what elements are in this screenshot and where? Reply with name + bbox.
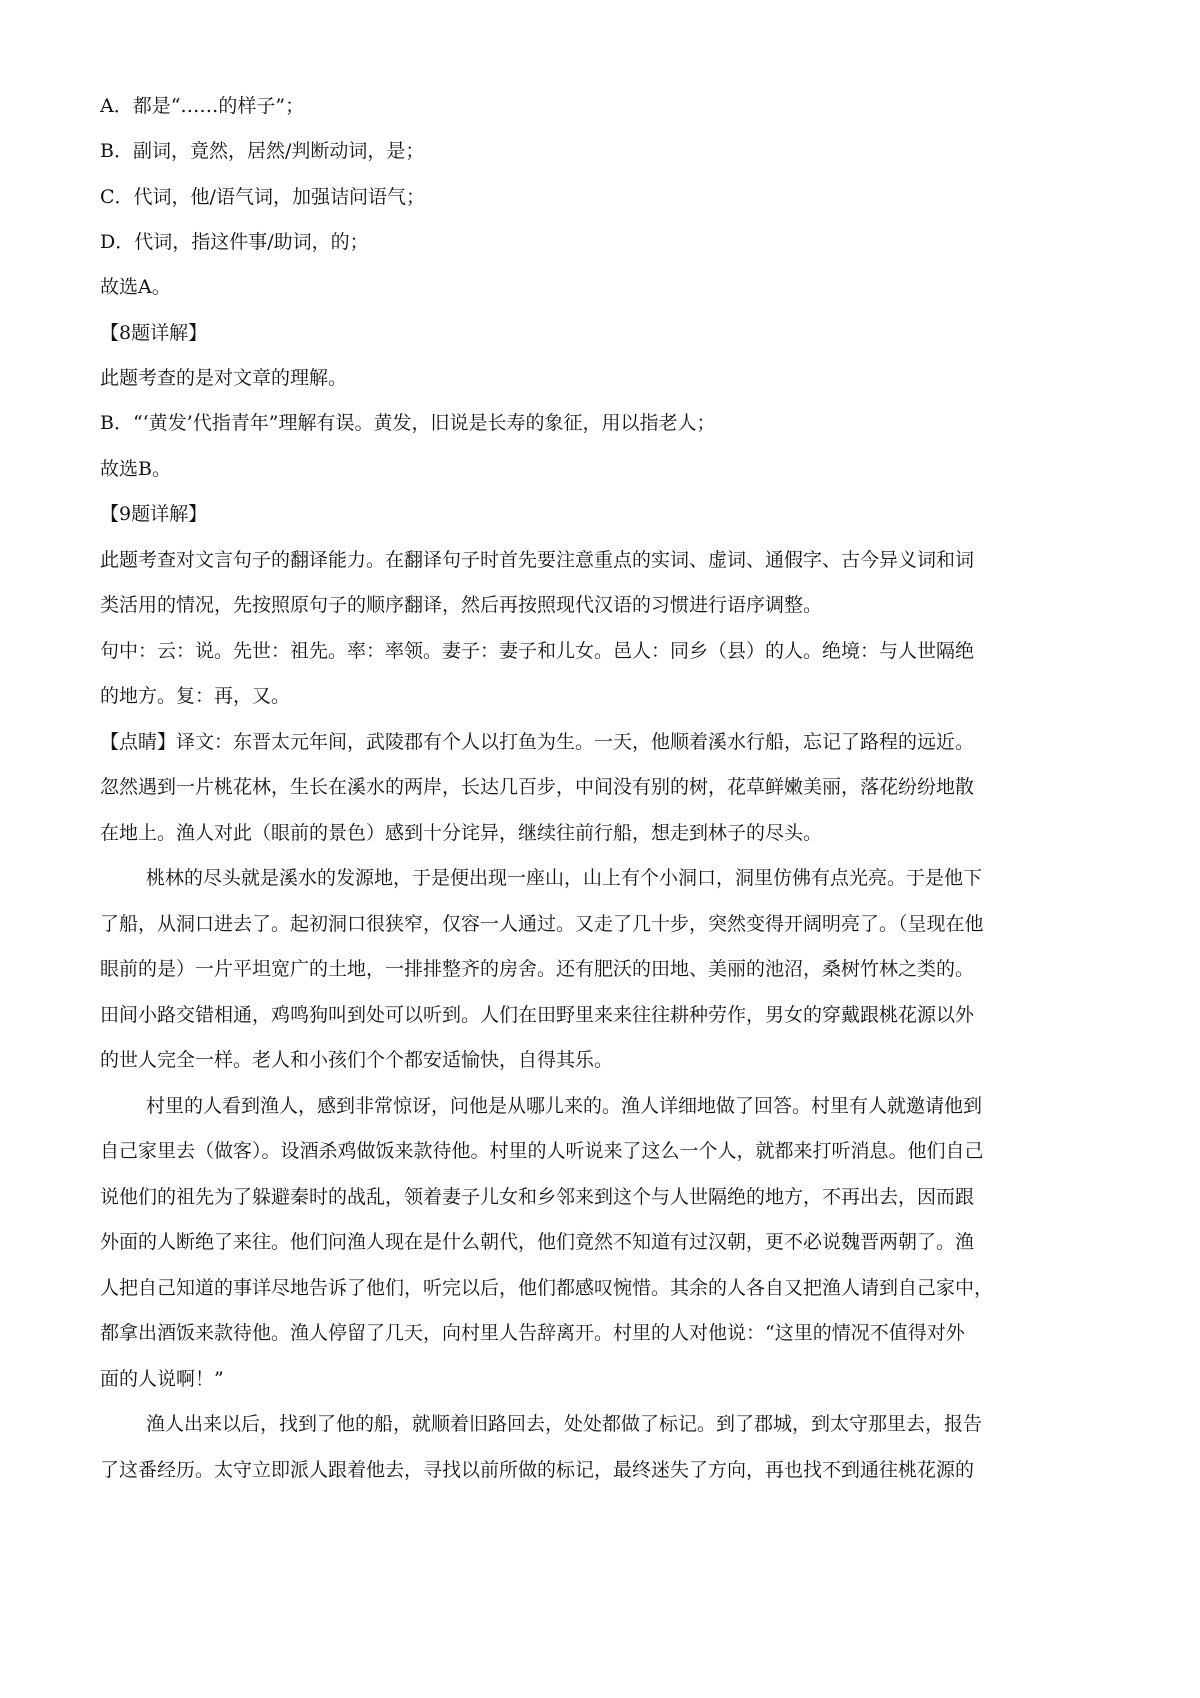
paragraph-line: 的地方。复：再，又。 xyxy=(100,685,291,707)
option-c-line: C．代词，他/语气词，加强诘问语气； xyxy=(100,186,425,208)
q8-explanation-line: B．“‘黄发’代指青年”理解有误。黄发，旧说是长寿的象征，用以指老人； xyxy=(100,412,716,434)
option-d-line: D．代词，指这件事/助词，的； xyxy=(100,231,369,253)
paragraph-line: 自己家里去（做客）。设酒杀鸡做饭来款待他。村里的人听说来了这么一个人，就都来打听消息。他们自己 xyxy=(100,1140,984,1162)
section-heading-8: 【8题详解】 xyxy=(100,322,208,344)
section-heading-9: 【9题详解】 xyxy=(100,503,208,525)
paragraph-line: 村里的人看到渔人，感到非常惊讶，问他是从哪儿来的。渔人详细地做了回答。村里有人就邀请他到 xyxy=(146,1095,983,1117)
answer-line: 故选B。 xyxy=(100,458,171,480)
option-b-line: B．副词，竟然，居然/判断动词，是； xyxy=(100,140,425,162)
paragraph-line: 的世人完全一样。老人和小孩们个个都安适愉快，自得其乐。 xyxy=(100,1049,614,1071)
paragraph-line: 面的人说啊！” xyxy=(100,1368,224,1390)
paragraph-line: 句中：云：说。先世：祖先。率：率领。妻子：妻子和儿女。邑人：同乡（县）的人。绝境：与人世隔绝 xyxy=(100,640,975,662)
paragraph-line: 类活用的情况，先按照原句子的顺序翻译，然后再按照现代汉语的习惯进行语序调整。 xyxy=(100,594,823,616)
paragraph-line: 田间小路交错相通，鸡鸣狗叫到处可以听到。人们在田野里来来往往耕种劳作，男女的穿戴跟桃花源以外 xyxy=(100,1004,975,1026)
option-a-line: A．都是“……的样子”； xyxy=(100,95,305,117)
paragraph-line: 渔人出来以后，找到了他的船，就顺着旧路回去，处处都做了标记。到了郡城，到太守那里去，报告 xyxy=(146,1413,983,1435)
paragraph-line: 外面的人断绝了来往。他们问渔人现在是什么朝代，他们竟然不知道有过汉朝，更不必说魏晋两朝了。渔 xyxy=(100,1231,975,1253)
paragraph-line: 人把自己知道的事详尽地告诉了他们，听完以后，他们都感叹惋惜。其余的人各自又把渔人请到自己家中， xyxy=(100,1277,994,1299)
q8-intro-line: 此题考查的是对文章的理解。 xyxy=(100,367,348,389)
paragraph-line: 说他们的祖先为了躲避秦时的战乱，领着妻子儿女和乡邻来到这个与人世隔绝的地方，不再出去，因而跟 xyxy=(100,1186,975,1208)
paragraph-line: 此题考查对文言句子的翻译能力。在翻译句子时首先要注意重点的实词、虚词、通假字、古今异义词和词 xyxy=(100,549,975,571)
paragraph-line: 都拿出酒饭来款待他。渔人停留了几天，向村里人告辞离开。村里的人对他说：“这里的情况不值得对外 xyxy=(100,1322,965,1344)
translation-heading-line: 【点睛】译文：东晋太元年间，武陵郡有个人以打鱼为生。一天，他顺着溪水行船，忘记了路程的远近。 xyxy=(100,731,975,753)
paragraph-line: 了这番经历。太守立即派人跟着他去，寻找以前所做的标记，最终迷失了方向，再也找不到通往桃花源的 xyxy=(100,1459,975,1481)
paragraph-line: 在地上。渔人对此（眼前的景色）感到十分诧异，继续往前行船，想走到林子的尽头。 xyxy=(100,822,823,844)
paragraph-line: 桃林的尽头就是溪水的发源地，于是便出现一座山，山上有个小洞口，洞里仿佛有点光亮。于是他下 xyxy=(146,867,983,889)
paragraph-line: 了船，从洞口进去了。起初洞口很狭窄，仅容一人通过。又走了几十步，突然变得开阔明亮了。（呈现在他 xyxy=(100,913,984,935)
answer-line: 故选A。 xyxy=(100,276,171,298)
paragraph-line: 眼前的是）一片平坦宽广的土地，一排排整齐的房舍。还有肥沃的田地、美丽的池沼，桑树竹林之类的。 xyxy=(100,958,975,980)
paragraph-line: 忽然遇到一片桃花林，生长在溪水的两岸，长达几百步，中间没有别的树，花草鲜嫩美丽，落花纷纷地散 xyxy=(100,776,975,798)
